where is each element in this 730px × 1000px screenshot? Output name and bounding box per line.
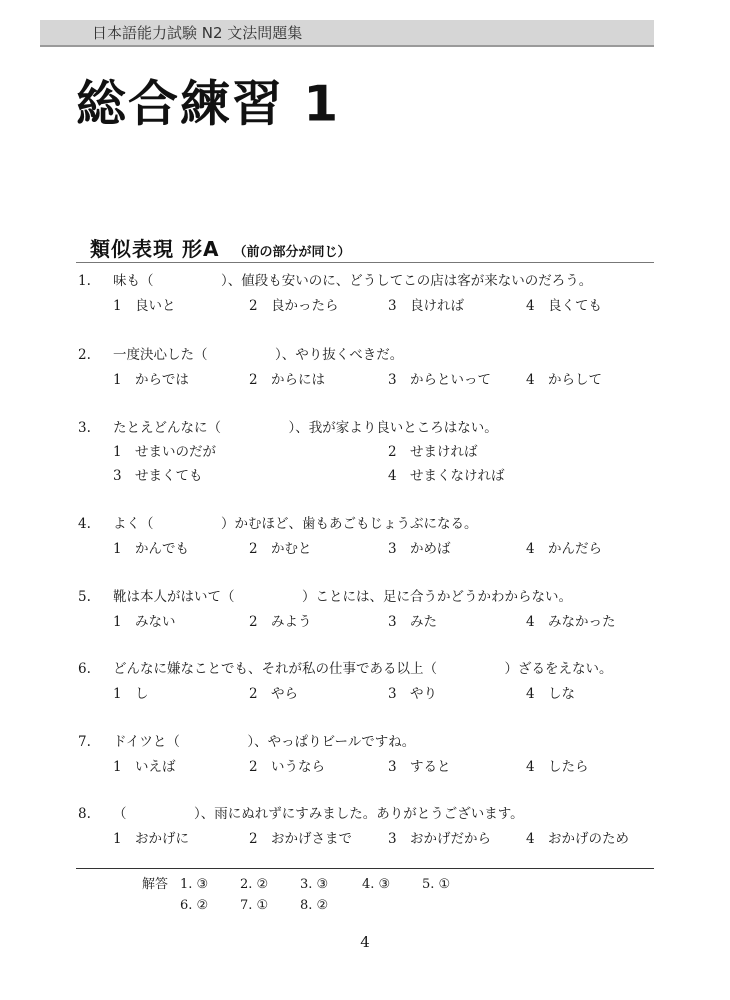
option-4: 4 せまくなければ	[388, 468, 505, 484]
option-3: 3 すると	[388, 759, 451, 775]
option-1: 1 かんでも	[113, 541, 189, 557]
option-4: 4 おかげのため	[526, 831, 629, 847]
section-title: 類似表現 形A	[90, 237, 220, 261]
option-1: 1 良いと	[113, 298, 176, 314]
answer-item: 5. ①	[422, 877, 451, 892]
page-number: 4	[360, 933, 370, 951]
option-3: 3 からといって	[388, 372, 491, 388]
option-3: 3 せまくても	[113, 468, 203, 484]
option-2: 2 かむと	[249, 541, 312, 557]
question-number: 8.	[78, 806, 91, 822]
option-3: 3 みた	[388, 614, 437, 630]
question-number: 3.	[78, 420, 91, 436]
option-2: 2 せまければ	[388, 444, 478, 460]
answer-key-label: 解答	[142, 877, 169, 892]
answer-item: 3. ③	[300, 877, 329, 892]
question-number: 4.	[78, 516, 91, 532]
option-1: 1 おかげに	[113, 831, 189, 847]
answer-item: 1. ③	[180, 877, 209, 892]
question-number: 7.	[78, 734, 91, 750]
option-2: 2 やら	[249, 686, 298, 702]
question-number: 5.	[78, 589, 91, 605]
question-stem: どんなに嫌なことでも、それが私の仕事である以上（ ）ざるをえない。	[113, 661, 613, 677]
option-2: 2 良かったら	[249, 298, 339, 314]
option-4: 4 良くても	[526, 298, 602, 314]
option-4: 4 かんだら	[526, 541, 602, 557]
question-stem: たとえどんなに（ ）、我が家より良いところはない。	[113, 420, 498, 436]
question-number: 1.	[78, 273, 91, 289]
option-1: 1 からでは	[113, 372, 189, 388]
option-2: 2 からには	[249, 372, 325, 388]
question-stem: 一度決心した（ ）、やり抜くべきだ。	[113, 347, 404, 363]
option-4: 4 しな	[526, 686, 575, 702]
answer-divider	[76, 868, 654, 869]
question-stem: 靴は本人がはいて（ ）ことには、足に合うかどうかわからない。	[113, 589, 572, 605]
option-2: 2 いうなら	[249, 759, 325, 775]
option-4: 4 したら	[526, 759, 589, 775]
option-1: 1 し	[113, 686, 149, 702]
question-stem: （ ）、雨にぬれずにすみました。ありがとうございます。	[113, 806, 524, 822]
option-1: 1 せまいのだが	[113, 444, 216, 460]
option-3: 3 良ければ	[388, 298, 464, 314]
section-divider	[76, 262, 654, 263]
answer-item: 8. ②	[300, 898, 329, 913]
answer-item: 4. ③	[362, 877, 391, 892]
running-header	[40, 20, 654, 47]
running-header-text: 日本語能力試験 N2 文法問題集	[92, 24, 303, 42]
option-4: 4 みなかった	[526, 614, 616, 630]
option-2: 2 おかげさまで	[249, 831, 352, 847]
answer-item: 2. ②	[240, 877, 269, 892]
question-number: 2.	[78, 347, 91, 363]
option-3: 3 やり	[388, 686, 437, 702]
answer-item: 6. ②	[180, 898, 209, 913]
option-3: 3 かめば	[388, 541, 451, 557]
section-subtitle: （前の部分が同じ）	[233, 245, 351, 260]
option-3: 3 おかげだから	[388, 831, 491, 847]
page-title: 総合練習 1	[76, 75, 341, 133]
question-stem: ドイツと（ ）、やっぱりビールですね。	[113, 734, 416, 750]
question-number: 6.	[78, 661, 91, 677]
question-stem: 味も（ ）、値段も安いのに、どうしてこの店は客が来ないのだろう。	[113, 273, 593, 289]
answer-item: 7. ①	[240, 898, 269, 913]
option-1: 1 みない	[113, 614, 176, 630]
option-2: 2 みよう	[249, 614, 312, 630]
question-stem: よく（ ）かむほど、歯もあごもじょうぶになる。	[113, 516, 478, 532]
option-4: 4 からして	[526, 372, 602, 388]
option-1: 1 いえば	[113, 759, 176, 775]
